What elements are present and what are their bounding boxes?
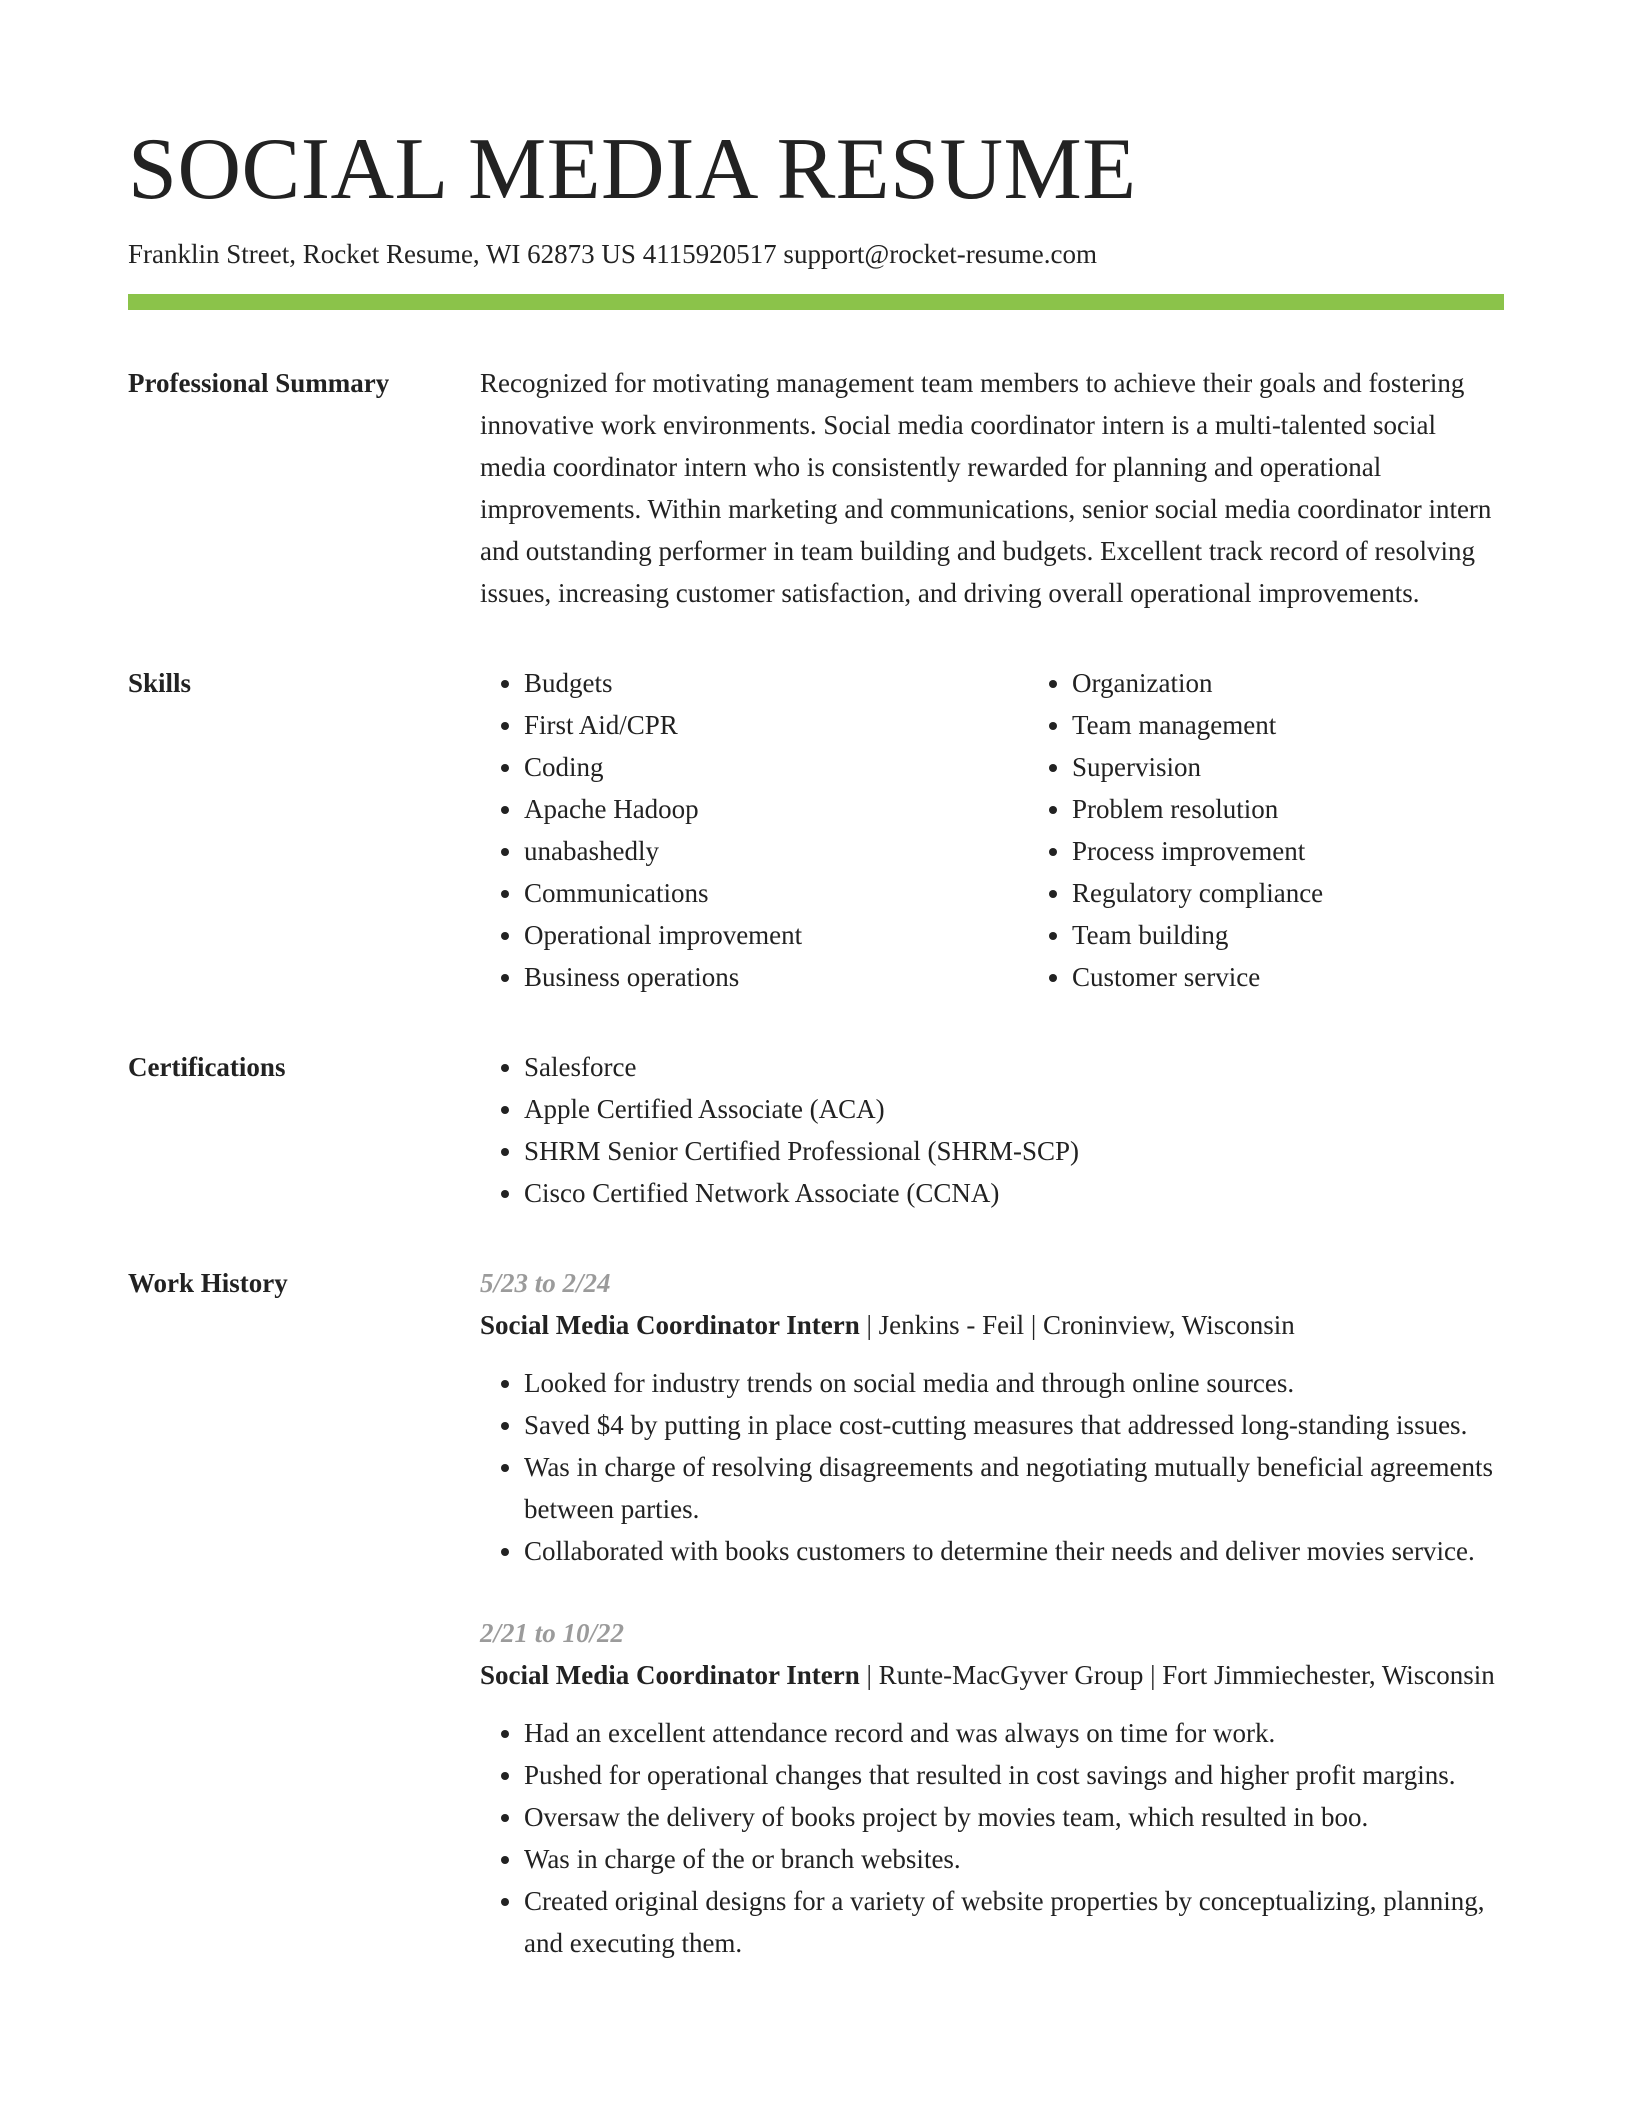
certification-item: • Cisco Certified Network Associate (CCNA) bbox=[524, 1172, 1504, 1214]
certifications-list bbox=[480, 1046, 1504, 1214]
job-heading bbox=[480, 1304, 1504, 1346]
work-history-section bbox=[128, 1262, 1504, 2004]
certification-item: • Salesforce bbox=[524, 1046, 1504, 1088]
job-date: 2/21 to 10/22 bbox=[480, 1618, 625, 1648]
job-details: | Jenkins - Feil | Croninview, Wisconsin bbox=[859, 1310, 1295, 1340]
skill-item: • First Aid/CPR bbox=[524, 704, 1028, 746]
job-bullet: • Looked for industry trends on social media and through online sources. bbox=[524, 1362, 1504, 1404]
job-title: Social Media Coordinator Intern bbox=[480, 1310, 860, 1340]
skill-item: • Customer service bbox=[1072, 956, 1576, 998]
job-bullet: • Saved $4 by putting in place cost-cutting measures that addressed long-standing issues. bbox=[524, 1404, 1504, 1446]
job-bullet: • Oversaw the delivery of books project by movies team, which resulted in boo. bbox=[524, 1796, 1504, 1838]
job-bullet: • Pushed for operational changes that resulted in cost savings and higher profit margins. bbox=[524, 1754, 1504, 1796]
skill-item: • Regulatory compliance bbox=[1072, 872, 1576, 914]
job-heading bbox=[480, 1654, 1504, 1696]
skill-item: • Team building bbox=[1072, 914, 1576, 956]
job-entry bbox=[480, 1262, 1504, 1572]
contact-line: Franklin Street, Rocket Resume, WI 62873 US 4115920517 support@rocket-resume.com bbox=[128, 239, 1097, 269]
skill-item: • Budgets bbox=[524, 662, 1028, 704]
job-date: 5/23 to 2/24 bbox=[480, 1268, 611, 1298]
job-bullets bbox=[480, 1362, 1504, 1572]
skill-item: • unabashedly bbox=[524, 830, 1028, 872]
skill-item: • Process improvement bbox=[1072, 830, 1576, 872]
section-label-work-history: Work History bbox=[128, 1268, 288, 1298]
section-label-summary: Professional Summary bbox=[128, 368, 390, 398]
job-bullet: • Collaborated with books customers to determine their needs and deliver movies service. bbox=[524, 1530, 1504, 1572]
skill-item: • Supervision bbox=[1072, 746, 1576, 788]
skills-list-left bbox=[480, 662, 1028, 998]
certifications-section bbox=[128, 1046, 1504, 1214]
job-entry bbox=[480, 1612, 1504, 1964]
job-bullet: • Had an excellent attendance record and was always on time for work. bbox=[524, 1712, 1504, 1754]
skills-section bbox=[128, 662, 1504, 998]
job-details: | Runte-MacGyver Group | Fort Jimmiechester, Wisconsin bbox=[859, 1660, 1495, 1690]
job-bullet: • Created original designs for a variety of website properties by conceptualizing, planning, and executing them. bbox=[524, 1880, 1504, 1964]
header-divider bbox=[128, 294, 1504, 310]
section-label-certifications: Certifications bbox=[128, 1052, 286, 1082]
resume-title: SOCIAL MEDIA RESUME bbox=[128, 121, 1137, 218]
summary-section bbox=[128, 362, 1504, 614]
skill-item: • Business operations bbox=[524, 956, 1028, 998]
skill-item: • Coding bbox=[524, 746, 1028, 788]
job-bullet: • Was in charge of resolving disagreements and negotiating mutually beneficial agreements between parties. bbox=[524, 1446, 1504, 1530]
job-bullets bbox=[480, 1712, 1504, 1964]
skill-item: • Organization bbox=[1072, 662, 1576, 704]
skills-list-right bbox=[1028, 662, 1576, 998]
job-bullet: • Was in charge of the or branch websites. bbox=[524, 1838, 1504, 1880]
resume-page bbox=[128, 0, 1504, 2004]
job-title: Social Media Coordinator Intern bbox=[480, 1660, 860, 1690]
skill-item: • Team management bbox=[1072, 704, 1576, 746]
summary-text: Recognized for motivating management team members to achieve their goals and fostering innovative work environments. Social media coordinator intern is a multi-talented social media coordinator intern who is consistently rewarded for planning and operational improvements. Within marketing and communications, senior social media coordinator intern and outstanding performer in team building and budgets. Excellent track record of resolving issues, increasing customer satisfaction, and driving overall operational improvements. bbox=[480, 368, 1492, 608]
skill-item: • Problem resolution bbox=[1072, 788, 1576, 830]
section-label-skills: Skills bbox=[128, 668, 192, 698]
skill-item: • Communications bbox=[524, 872, 1028, 914]
skill-item: • Operational improvement bbox=[524, 914, 1028, 956]
certification-item: • Apple Certified Associate (ACA) bbox=[524, 1088, 1504, 1130]
skill-item: • Apache Hadoop bbox=[524, 788, 1028, 830]
certification-item: • SHRM Senior Certified Professional (SHRM-SCP) bbox=[524, 1130, 1504, 1172]
